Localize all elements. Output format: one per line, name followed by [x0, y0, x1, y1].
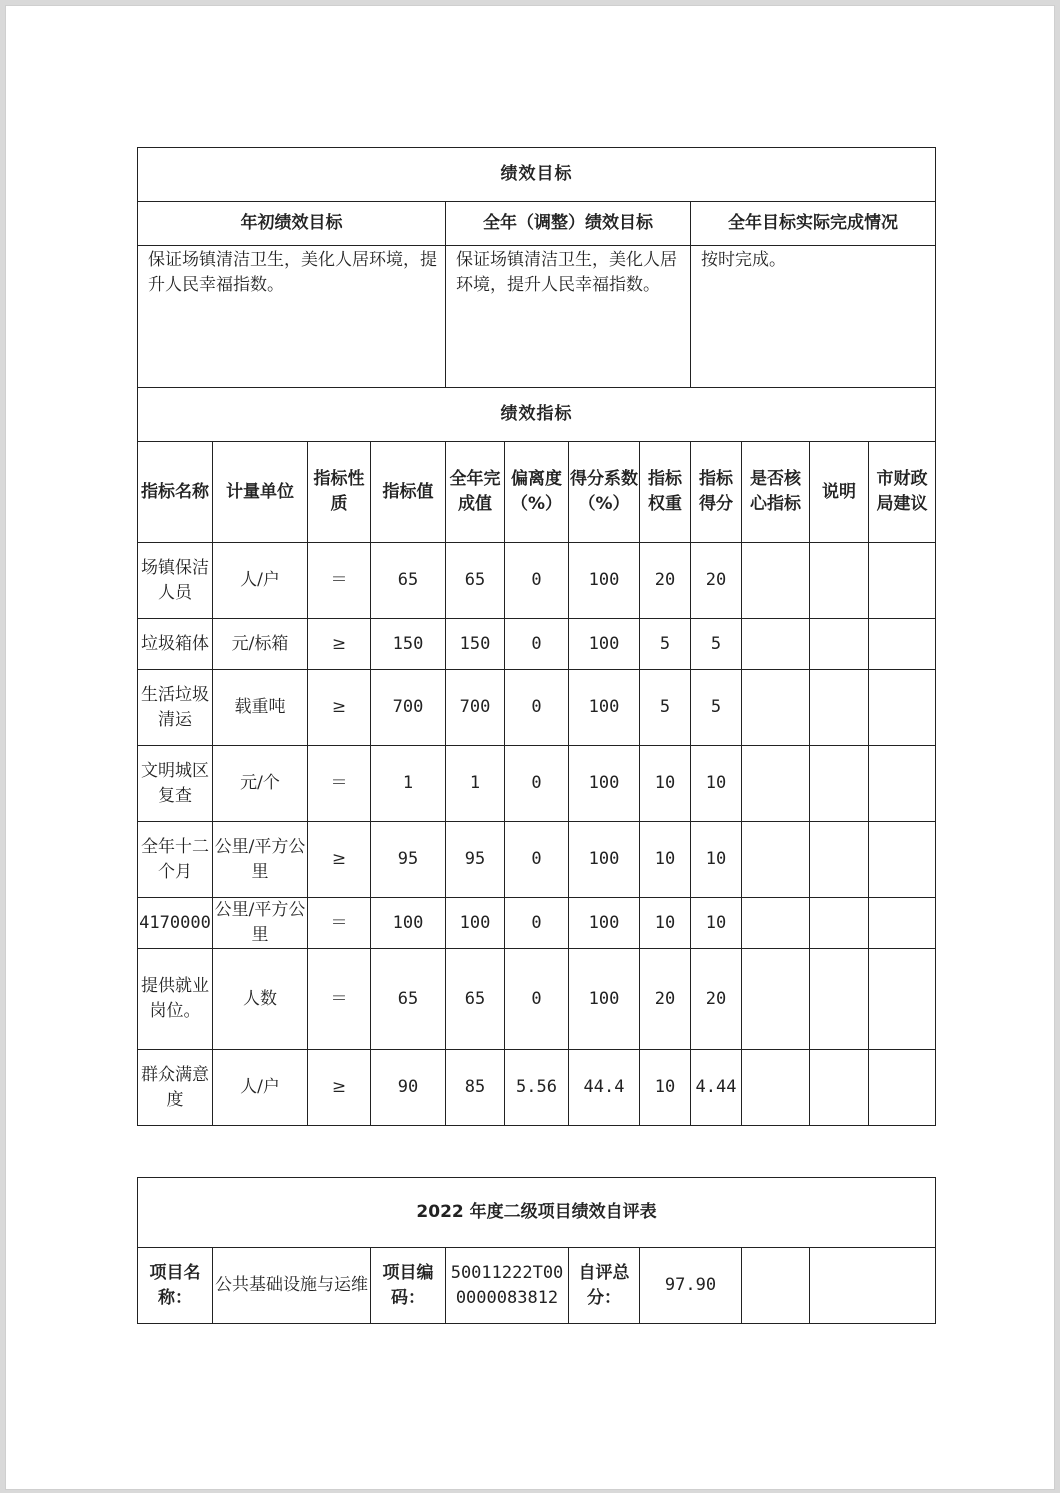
- indicator-actual: 100: [446, 898, 505, 949]
- indicator-note: [810, 619, 869, 670]
- indicator-nature: ＝: [308, 543, 371, 619]
- indicator-actual: 700: [446, 670, 505, 746]
- indicator-target: 65: [371, 949, 446, 1050]
- indicator-weight: 20: [640, 949, 691, 1050]
- indicator-name: 提供就业岗位。: [138, 949, 213, 1050]
- indicator-weight: 5: [640, 670, 691, 746]
- indicator-weight: 10: [640, 898, 691, 949]
- indicator-coefficient: 100: [569, 822, 640, 898]
- indicator-actual: 1: [446, 746, 505, 822]
- indicator-deviation: 0: [505, 898, 569, 949]
- indicator-note: [810, 822, 869, 898]
- project-name-value: 公共基础设施与运维: [213, 1248, 371, 1324]
- indicator-target: 100: [371, 898, 446, 949]
- indicator-deviation: 0: [505, 822, 569, 898]
- indicator-deviation: 0: [505, 619, 569, 670]
- indicator-note: [810, 898, 869, 949]
- indicator-weight: 10: [640, 822, 691, 898]
- indicator-score: 4.44: [691, 1050, 742, 1126]
- col-header-score: 指标得分: [691, 442, 742, 543]
- indicator-name: 垃圾箱体: [138, 619, 213, 670]
- indicator-weight: 20: [640, 543, 691, 619]
- actual-completion-text: 按时完成。: [691, 246, 936, 388]
- col-header-nature: 指标性质: [308, 442, 371, 543]
- table-row: [138, 543, 936, 619]
- indicator-deviation: 0: [505, 543, 569, 619]
- indicator-unit: 元/个: [213, 746, 308, 822]
- indicator-advice: [869, 670, 936, 746]
- indicator-deviation: 0: [505, 949, 569, 1050]
- indicator-name: 生活垃圾清运: [138, 670, 213, 746]
- indicator-target: 95: [371, 822, 446, 898]
- indicator-actual: 65: [446, 949, 505, 1050]
- indicator-score: 20: [691, 543, 742, 619]
- indicator-unit: 公里/平方公里: [213, 822, 308, 898]
- indicator-unit: 载重吨: [213, 670, 308, 746]
- indicator-name: 群众满意度: [138, 1050, 213, 1126]
- indicator-advice: [869, 949, 936, 1050]
- indicator-note: [810, 670, 869, 746]
- col-header-coefficient: 得分系数（%）: [569, 442, 640, 543]
- table-row: [138, 898, 936, 949]
- table-row: [138, 949, 936, 1050]
- indicator-unit: 人/户: [213, 1050, 308, 1126]
- indicator-coefficient: 100: [569, 949, 640, 1050]
- indicator-coefficient: 100: [569, 898, 640, 949]
- indicator-score: 20: [691, 949, 742, 1050]
- indicator-name: 场镇保洁人员: [138, 543, 213, 619]
- indicator-target: 65: [371, 543, 446, 619]
- total-score-value: 97.90: [640, 1248, 742, 1324]
- col-header-weight: 指标权重: [640, 442, 691, 543]
- table-row: [138, 822, 936, 898]
- indicator-weight: 10: [640, 1050, 691, 1126]
- indicator-advice: [869, 822, 936, 898]
- indicator-unit: 元/标箱: [213, 619, 308, 670]
- indicator-coefficient: 100: [569, 670, 640, 746]
- col-header-core: 是否核心指标: [742, 442, 810, 543]
- indicator-name: 4170000: [138, 898, 213, 949]
- indicator-note: [810, 543, 869, 619]
- table-row: [138, 670, 936, 746]
- indicator-nature: ≥: [308, 670, 371, 746]
- indicator-nature: ＝: [308, 746, 371, 822]
- indicator-actual: 95: [446, 822, 505, 898]
- indicator-core: [742, 543, 810, 619]
- indicator-target: 700: [371, 670, 446, 746]
- indicator-nature: ≥: [308, 619, 371, 670]
- indicator-name: 全年十二个月: [138, 822, 213, 898]
- document-page: [5, 5, 1055, 1490]
- indicator-core: [742, 1050, 810, 1126]
- indicator-core: [742, 746, 810, 822]
- indicator-score: 5: [691, 619, 742, 670]
- indicator-nature: ＝: [308, 949, 371, 1050]
- indicator-weight: 10: [640, 746, 691, 822]
- indicator-note: [810, 949, 869, 1050]
- col-header-target: 指标值: [371, 442, 446, 543]
- indicator-advice: [869, 619, 936, 670]
- total-score-label: 自评总分：: [569, 1248, 640, 1324]
- indicator-note: [810, 1050, 869, 1126]
- indicator-advice: [869, 543, 936, 619]
- project-code-label: 项目编码：: [371, 1248, 446, 1324]
- indicator-target: 1: [371, 746, 446, 822]
- indicator-score: 10: [691, 898, 742, 949]
- indicator-deviation: 0: [505, 670, 569, 746]
- indicator-unit: 公里/平方公里: [213, 898, 308, 949]
- indicator-weight: 5: [640, 619, 691, 670]
- table-row: [138, 1050, 936, 1126]
- indicator-name: 文明城区复查: [138, 746, 213, 822]
- empty-cell: [810, 1248, 936, 1324]
- indicator-score: 5: [691, 670, 742, 746]
- indicator-coefficient: 100: [569, 543, 640, 619]
- indicator-nature: ＝: [308, 898, 371, 949]
- adjusted-goal-text: 保证场镇清洁卫生，美化人居环境，提升人民幸福指数。: [446, 246, 691, 388]
- indicator-core: [742, 619, 810, 670]
- col-header-unit: 计量单位: [213, 442, 308, 543]
- indicator-core: [742, 822, 810, 898]
- indicator-score: 10: [691, 822, 742, 898]
- indicator-nature: ≥: [308, 1050, 371, 1126]
- indicator-unit: 人/户: [213, 543, 308, 619]
- indicators-section-title: 绩效指标: [138, 388, 936, 442]
- indicator-advice: [869, 746, 936, 822]
- col-header-deviation: 偏离度（%）: [505, 442, 569, 543]
- indicator-coefficient: 100: [569, 746, 640, 822]
- initial-goal-text: 保证场镇清洁卫生，美化人居环境，提升人民幸福指数。: [138, 246, 446, 388]
- indicator-target: 150: [371, 619, 446, 670]
- project-code-value: 50011222T000000083812: [446, 1248, 569, 1324]
- actual-completion-header: 全年目标实际完成情况: [691, 202, 936, 246]
- indicator-actual: 150: [446, 619, 505, 670]
- col-header-name: 指标名称: [138, 442, 213, 543]
- indicator-coefficient: 44.4: [569, 1050, 640, 1126]
- indicator-score: 10: [691, 746, 742, 822]
- indicator-deviation: 0: [505, 746, 569, 822]
- indicator-core: [742, 898, 810, 949]
- indicator-core: [742, 670, 810, 746]
- project-name-label: 项目名称：: [138, 1248, 213, 1324]
- indicator-coefficient: 100: [569, 619, 640, 670]
- indicator-target: 90: [371, 1050, 446, 1126]
- summary-table: [137, 1177, 936, 1324]
- indicator-deviation: 5.56: [505, 1050, 569, 1126]
- initial-goal-header: 年初绩效目标: [138, 202, 446, 246]
- table-row: [138, 619, 936, 670]
- indicator-header-row: [138, 442, 936, 543]
- indicator-advice: [869, 898, 936, 949]
- performance-table: [137, 147, 936, 1126]
- indicator-core: [742, 949, 810, 1050]
- indicator-note: [810, 746, 869, 822]
- indicator-unit: 人数: [213, 949, 308, 1050]
- indicator-actual: 85: [446, 1050, 505, 1126]
- col-header-note: 说明: [810, 442, 869, 543]
- adjusted-goal-header: 全年（调整）绩效目标: [446, 202, 691, 246]
- col-header-advice: 市财政局建议: [869, 442, 936, 543]
- table-row: [138, 746, 936, 822]
- indicator-nature: ≥: [308, 822, 371, 898]
- indicator-advice: [869, 1050, 936, 1126]
- goals-section-title: 绩效目标: [138, 148, 936, 202]
- col-header-actual: 全年完成值: [446, 442, 505, 543]
- empty-cell: [742, 1248, 810, 1324]
- indicator-actual: 65: [446, 543, 505, 619]
- summary-title: 2022 年度二级项目绩效自评表: [138, 1178, 936, 1248]
